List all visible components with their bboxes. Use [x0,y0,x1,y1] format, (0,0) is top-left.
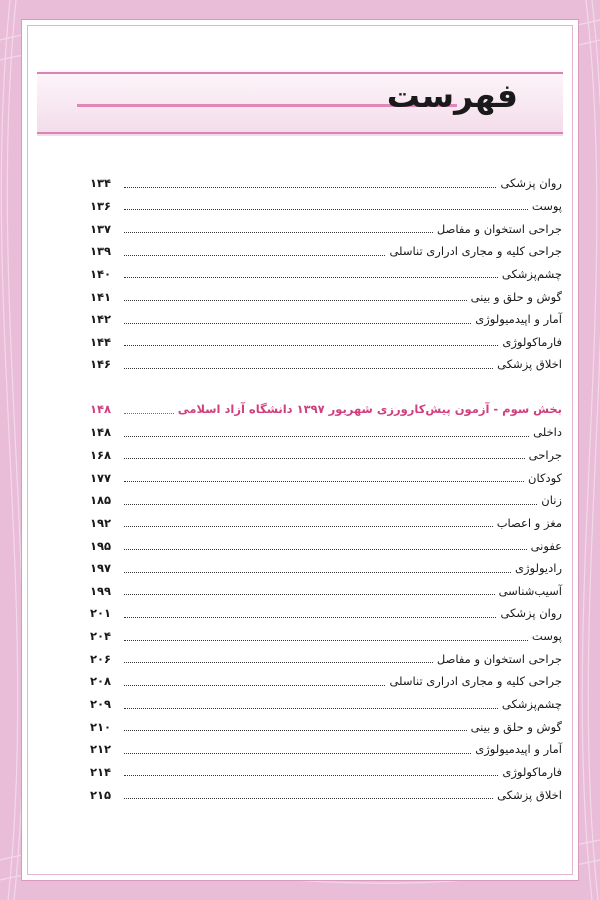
dot-leader [124,255,385,256]
dot-leader [124,753,471,754]
toc-entry-label: عفونی [530,538,562,553]
toc-page-number: ۲۱۵ [90,787,112,802]
toc-page-number: ۱۳۴ [90,176,112,191]
toc-entry[interactable] [90,783,562,806]
toc-entry-label: فارماکولوژی [502,764,562,779]
toc-page-number: ۲۱۰ [90,719,112,734]
toc-entry-label: آمار و اپیدمیولوژی [475,742,562,757]
toc-entry[interactable] [90,738,562,761]
toc-page-number: ۱۶۸ [90,447,112,462]
toc-page-number: ۲۰۴ [90,629,112,644]
toc-section-row[interactable] [90,398,562,421]
dot-leader [124,413,174,414]
toc-page-number: ۲۰۶ [90,651,112,666]
toc-entry-label: زنان [541,493,562,508]
dot-leader [124,323,471,324]
toc-page-number: ۱۹۹ [90,583,112,598]
toc-entry-label: گوش و حلق و بینی [470,289,562,304]
dot-leader [124,300,467,301]
toc-entry-label: فارماکولوژی [502,334,562,349]
toc-page-number: ۱۹۵ [90,538,112,553]
page-title: فهرست [386,76,518,115]
dot-leader [124,708,498,709]
toc-entry-label: جراحی استخوان و مفاصل [436,651,562,666]
toc-entry[interactable] [90,263,562,286]
toc-entry[interactable] [90,285,562,308]
toc-entry[interactable] [90,444,562,467]
dot-leader [124,572,511,573]
toc-page-number: ۱۴۶ [90,357,112,372]
toc-entry[interactable] [90,489,562,512]
toc-entry[interactable] [90,693,562,716]
toc-list-top [90,172,562,376]
dot-leader [124,458,525,459]
toc-page-number: ۱۴۲ [90,312,112,327]
dot-leader [124,277,498,278]
toc-entry-label: اخلاق پزشکی [497,357,562,372]
toc-entry-label: گوش و حلق و بینی [470,719,562,734]
toc-entry[interactable] [90,308,562,331]
dot-leader [124,187,496,188]
toc-entry-label: جراحی استخوان و مفاصل [436,221,562,236]
toc-entry[interactable] [90,534,562,557]
toc-page-number: ۱۷۷ [90,470,112,485]
toc-page-number: ۲۰۱ [90,606,112,621]
toc-entry[interactable] [90,195,562,218]
toc-entry[interactable] [90,761,562,784]
dot-leader [124,798,493,799]
toc-page-number: ۱۴۸ [90,425,112,440]
dot-leader [124,549,527,550]
toc-entry[interactable] [90,240,562,263]
toc-entry-label: روان پزشکی [500,606,562,621]
toc-entry-label: اخلاق پزشکی [497,787,562,802]
toc-page-number: ۱۳۶ [90,198,112,213]
dot-leader [124,345,498,346]
dot-leader [124,481,524,482]
toc-page-number: ۲۱۴ [90,764,112,779]
dot-leader [124,617,496,618]
dot-leader [124,730,467,731]
toc-entry-label: داخلی [533,425,562,440]
toc-page-number: ۱۹۲ [90,515,112,530]
toc-page-number: ۲۰۹ [90,697,112,711]
toc-entry[interactable] [90,172,562,195]
dot-leader [124,594,495,595]
dot-leader [124,368,493,369]
toc-entry[interactable] [90,512,562,535]
toc-entry[interactable] [90,217,562,240]
toc-entry-label: چشم‌پزشکی [501,266,562,281]
toc-entry-label: آسیب‌شناسی [498,583,562,598]
toc-entry[interactable] [90,353,562,376]
toc-entry[interactable] [90,602,562,625]
toc-page-number: ۲۱۲ [90,742,112,757]
toc-entry[interactable] [90,625,562,648]
toc-entry-label: چشم‌پزشکی [501,697,562,711]
dot-leader [124,436,529,437]
toc-entry[interactable] [90,715,562,738]
toc-page [22,20,578,880]
toc-page-number: ۱۳۹ [90,244,112,259]
dot-leader [124,640,528,641]
toc-entry[interactable] [90,557,562,580]
toc-page-number: ۱۴۴ [90,334,112,349]
toc-entry-label: رادیولوژی [514,561,562,576]
dot-leader [124,775,498,776]
toc-page-number: ۱۸۵ [90,493,112,508]
toc-entry-label: جراحی [528,447,562,462]
toc-page-number: ۱۳۷ [90,221,112,236]
toc-entry[interactable] [90,421,562,444]
toc-entry-label: کودکان [528,470,562,485]
toc-page-number: ۱۹۷ [90,561,112,576]
toc-entry[interactable] [90,670,562,693]
toc-entry[interactable] [90,579,562,602]
dot-leader [124,526,493,527]
toc-page-number: ۱۴۱ [90,289,112,304]
dot-leader [124,232,433,233]
dot-leader [124,504,537,505]
title-band-top-line [37,72,563,74]
title-band-bottom-line [37,132,563,134]
toc-entry-label: بخش سوم - آزمون پیش‌کارورزی شهریور ۱۳۹۷ دانشگاه آزاد اسلامی [177,402,562,417]
toc-entry-label: مغز و اعصاب [496,515,562,530]
dot-leader [124,209,528,210]
toc-page-number: ۱۴۰ [90,266,112,281]
toc-section-heading [90,398,562,421]
dot-leader [124,662,433,663]
toc-entry-label: جراحی کلیه و مجاری ادراری تناسلی [389,674,562,689]
toc-page-number: ۲۰۸ [90,674,112,689]
toc-entry-label: پوست [531,629,562,644]
toc-page-number: ۱۴۸ [90,402,112,417]
toc-entry-label: جراحی کلیه و مجاری ادراری تناسلی [389,244,562,259]
dot-leader [124,685,385,686]
toc-entry[interactable] [90,647,562,670]
toc-entry-label: روان پزشکی [500,176,562,191]
toc-entry[interactable] [90,466,562,489]
toc-list-bottom [90,421,562,806]
toc-entry-label: پوست [531,198,562,213]
toc-entry-label: آمار و اپیدمیولوژی [475,312,562,327]
toc-entry[interactable] [90,330,562,353]
